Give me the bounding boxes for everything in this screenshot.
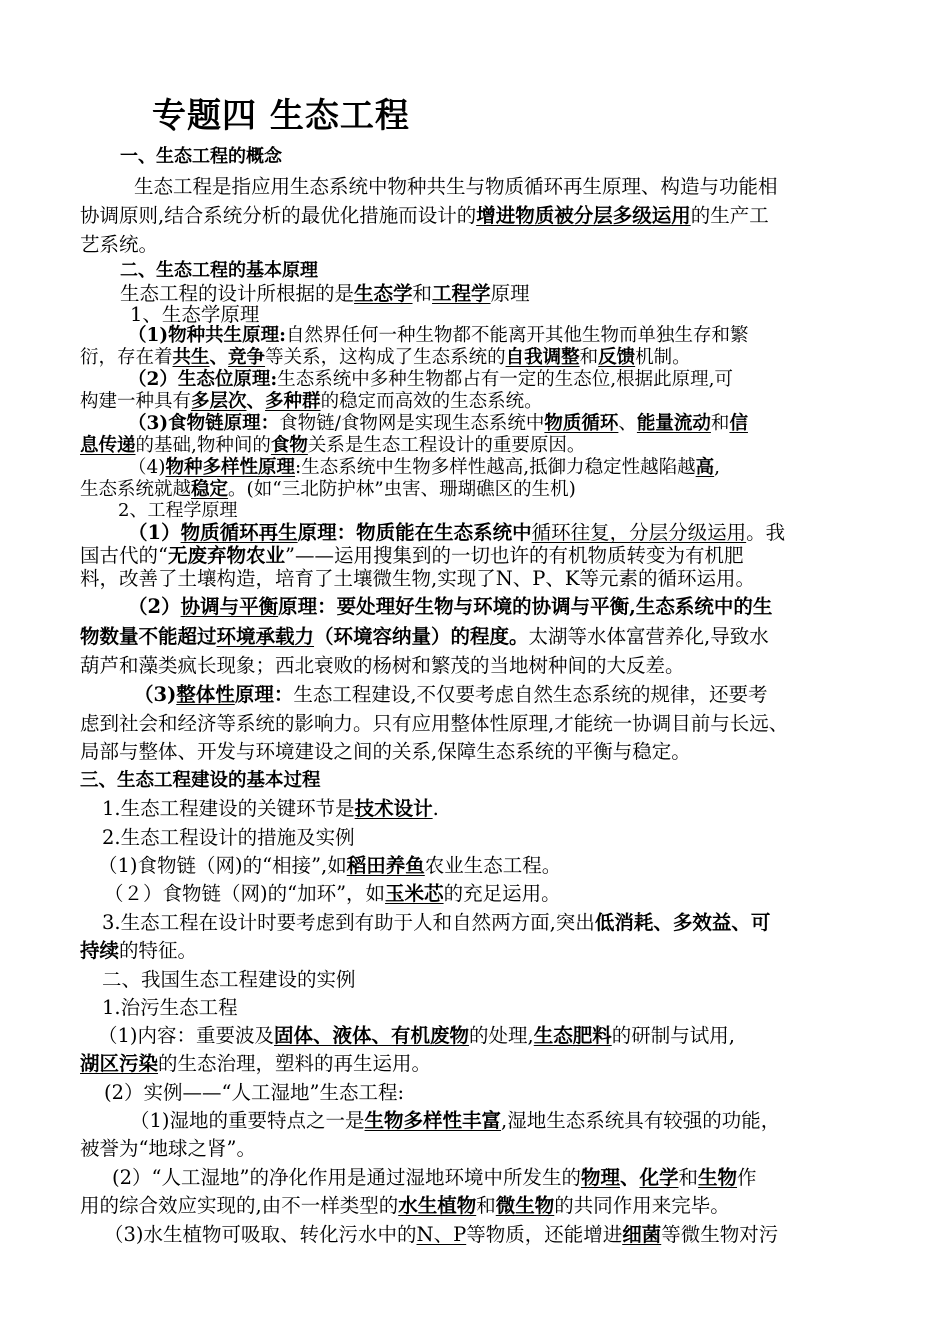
key-term: 湖区污染	[80, 1052, 159, 1075]
key-term: 竞争	[228, 347, 266, 368]
key-term: 多种群	[265, 391, 321, 412]
text-run: 等物质，还能增进	[466, 1223, 623, 1246]
text-run: 协调原则,结合系统分析的最优化措施而设计的	[80, 204, 477, 227]
paragraph-line	[128, 522, 890, 544]
key-term: 协调与平衡	[180, 595, 279, 618]
paragraph-line	[80, 205, 890, 227]
text-run: 和	[678, 1166, 699, 1189]
key-term: 信	[729, 413, 748, 434]
text-run: 衍，存在着	[80, 347, 173, 368]
text-run: 的基础,物种间的	[135, 435, 271, 456]
text-run: 的特征。	[119, 939, 198, 962]
text-run: .	[432, 797, 439, 820]
key-term: 整体性	[176, 683, 235, 706]
text-run: 构建一种具有	[80, 391, 192, 412]
key-term: 多层次	[191, 391, 247, 412]
key-term: 共生	[172, 347, 210, 368]
section-heading-concept: 一、生态工程的概念	[120, 146, 282, 167]
paragraph-line	[102, 798, 890, 820]
text-run: （1)食物链（网)的“相接”,如	[98, 854, 347, 877]
text-run: 关系是生态工程设计的重要原因。	[307, 435, 586, 456]
key-term: 循环往复，分层分级运用	[531, 521, 747, 544]
text-run: 和	[476, 1194, 496, 1217]
key-term: 稻田养鱼	[346, 854, 425, 877]
text-run: 和	[579, 347, 599, 368]
text-run: ,	[714, 457, 721, 478]
text-run: 的稳定而高效的生态系统。	[320, 391, 543, 412]
text-run: （2）	[128, 595, 181, 618]
text-run: 。我	[746, 521, 786, 544]
paragraph-line: 2.生态工程设计的措施及实例	[102, 826, 355, 849]
key-term: 细菌	[622, 1223, 662, 1246]
section-heading-principles: 二、生态工程的基本原理	[120, 260, 318, 281]
paragraph-line	[80, 545, 890, 567]
text-run: 原理	[490, 282, 530, 305]
key-term: 生态学	[354, 282, 413, 305]
key-term: 食物	[270, 435, 308, 456]
text-run: 、	[209, 347, 229, 368]
text-run: 等关系，这构成了生态系统的	[265, 347, 506, 368]
text-run: （3)食物链原理：	[128, 413, 280, 434]
section-heading-process: 三、生态工程建设的基本过程	[80, 770, 321, 791]
text-run: 的研制与试用,	[611, 1024, 735, 1047]
text-run: 物数量不能超过	[80, 625, 217, 648]
paragraph-line: 1.治污生态工程	[102, 996, 238, 1019]
text-run: 的共同作用来完毕。	[554, 1194, 730, 1217]
text-run: 自然界任何一种生物都不能离开其他生物而单独生存和繁	[285, 325, 749, 346]
text-run: 的生产工	[690, 204, 769, 227]
text-run: 无废弃物农业	[167, 544, 285, 567]
text-run: 、	[618, 413, 637, 434]
text-run: 生态系统中多种生物都占有一定的生态位,根据此原理,可	[277, 369, 733, 390]
key-term: 自我调整	[505, 347, 580, 368]
text-run: （3)水生植物可吸取、转化污水中的	[104, 1223, 417, 1246]
paragraph-line	[134, 684, 890, 706]
text-run: 1.生态工程建设的关键环节是	[102, 797, 355, 820]
text-run: 用的综合效应实现的,由不一样类型的	[80, 1194, 399, 1217]
text-run: （1)湿地的重要特点之一是	[130, 1109, 365, 1132]
subheading-engineering: 2、工程学原理	[118, 500, 238, 521]
text-run: （2）生态位原理:	[128, 369, 278, 390]
text-run: 机制。	[635, 347, 691, 368]
paragraph-line	[98, 855, 890, 877]
text-run: 的生态治理，塑料的再生运用。	[158, 1052, 432, 1075]
text-run: （3)	[134, 683, 177, 706]
text-run: 作	[737, 1166, 757, 1189]
text-run: (2）“人工湿地”的净化作用是通过湿地环境中所发生的	[112, 1166, 581, 1189]
page-title: 专题四 生态工程	[152, 96, 410, 136]
text-run: ”——运用搜集到的一切也许的有机物质转变为有机肥	[285, 544, 744, 567]
text-run: 3.生态工程在设计时要考虑到有助于人和自然两方面,突出	[102, 911, 595, 934]
key-term: 物理	[580, 1166, 620, 1189]
key-term: 生物	[698, 1166, 738, 1189]
paragraph-line	[80, 1195, 890, 1217]
paragraph-line	[128, 596, 890, 618]
text-run: 食物链/食物网是实现生态系统中	[279, 413, 545, 434]
text-run: 原理：物质能在生态系统中	[297, 521, 532, 544]
text-run: 太湖等水体富营养化,导致水	[528, 625, 769, 648]
text-run: 的处理,	[469, 1024, 534, 1047]
key-term: 稳定	[191, 479, 229, 500]
text-run: 原理：	[234, 683, 294, 706]
paragraph-line: 被誉为“地球之肾”。	[80, 1137, 256, 1160]
text-run: 和	[710, 413, 730, 434]
paragraph-line	[120, 283, 890, 305]
text-run: （环境容纳量）的程度。	[314, 625, 529, 648]
text-run: 生态工程的设计所根据的是	[120, 282, 355, 305]
key-term: 息传递	[80, 435, 136, 456]
key-term: 反馈	[598, 347, 636, 368]
paragraph-line	[128, 325, 890, 347]
text-run: 农业生态工程。	[424, 854, 562, 877]
key-term: 物质循环	[544, 413, 619, 434]
paragraph-line	[80, 479, 890, 501]
text-run: 等微生物对污	[661, 1223, 779, 1246]
key-term: 能量流动	[636, 413, 711, 434]
key-term: 环境承载力	[216, 625, 315, 648]
text-run: （1）	[128, 521, 181, 544]
text-run: （1)内容：重要波及	[98, 1024, 275, 1047]
key-term: 物种多样性原理	[165, 457, 296, 478]
key-term: 生物多样性丰富	[364, 1109, 502, 1132]
key-term: 生态肥料	[533, 1024, 612, 1047]
key-term: 固体、液体、有机废物	[274, 1024, 470, 1047]
key-term: 微生物	[495, 1194, 555, 1217]
text-run: （1)物种共生原理:	[128, 325, 286, 346]
paragraph-line: 料，改善了土壤构造，培育了土壤微生物,实现了N、P、K等元素的循环运用。	[80, 567, 755, 590]
key-term: 增进物质被分层多级运用	[476, 204, 691, 227]
text-run: 原理：要处理好生物与环境的协调与平衡,生态系统中的生	[278, 595, 773, 618]
text-run: 、	[619, 1166, 640, 1189]
paragraph-line	[80, 1053, 890, 1075]
paragraph-line	[80, 435, 890, 457]
key-term: 工程学	[432, 282, 491, 305]
paragraph-line	[128, 457, 890, 479]
paragraph-line	[128, 413, 890, 435]
text-run: 低消耗、多效益、可	[594, 911, 771, 934]
paragraph-line: 虑到社会和经济等系统的影响力。只有应用整体性原理,才能统一协调目前与长远、	[80, 712, 789, 735]
key-term: 化学	[639, 1166, 679, 1189]
key-term: 高	[695, 457, 715, 478]
paragraph-line	[130, 1110, 890, 1132]
paragraph-line: 葫芦和藻类疯长现象；西北衰败的杨树和繁茂的当地树种间的大反差。	[80, 654, 685, 677]
text-run: 和	[412, 282, 433, 305]
paragraph-line	[80, 940, 890, 962]
key-term: 玉米芯	[385, 882, 444, 905]
paragraph-line: 艺系统。	[80, 233, 159, 256]
key-term: 水生植物	[398, 1194, 477, 1217]
paragraph-line: 局部与整体、开发与环境建设之间的关系,保障生态系统的平衡与稳定。	[80, 740, 691, 763]
text-run: 。(如“三北防护林”虫害、珊瑚礁区的生机)	[228, 479, 576, 500]
key-term: 物质循环再生	[180, 521, 298, 544]
key-term: N、P	[416, 1223, 467, 1246]
paragraph-line	[104, 1224, 890, 1246]
text-run: 生态系统就越	[80, 479, 192, 500]
paragraph-line: (2）实例——“人工湿地”生态工程:	[104, 1081, 405, 1104]
paragraph-line	[102, 912, 890, 934]
paragraph-line	[80, 347, 890, 369]
paragraph-line	[80, 391, 890, 413]
paragraph-line	[104, 883, 890, 905]
key-term: 技术设计	[354, 797, 433, 820]
paragraph-line	[98, 1025, 890, 1047]
text-run: :生态系统中生物多样性越高,抵御力稳定性越陷越	[295, 457, 696, 478]
text-run: 持续	[80, 939, 120, 962]
paragraph-line	[80, 626, 890, 648]
text-run: （２）食物链（网)的“加环”，如	[104, 882, 386, 905]
paragraph-line	[112, 1167, 890, 1189]
text-run: 的充足运用。	[443, 882, 561, 905]
text-run: 国古代的“	[80, 544, 168, 567]
text-run: （4)	[128, 457, 166, 478]
text-run: 生态工程建设,不仅要考虑自然生态系统的规律，还要考	[293, 683, 768, 706]
text-run: ,湿地生态系统具有较强的功能，	[501, 1109, 781, 1132]
section-heading-examples: 二、我国生态工程建设的实例	[102, 968, 356, 991]
subheading-ecology: 1、生态学原理	[130, 303, 260, 326]
text-run: 、	[246, 391, 266, 412]
paragraph-line	[128, 369, 890, 391]
paragraph-line: 生态工程是指应用生态系统中物种共生与物质循环再生原理、构造与功能相	[134, 175, 778, 198]
